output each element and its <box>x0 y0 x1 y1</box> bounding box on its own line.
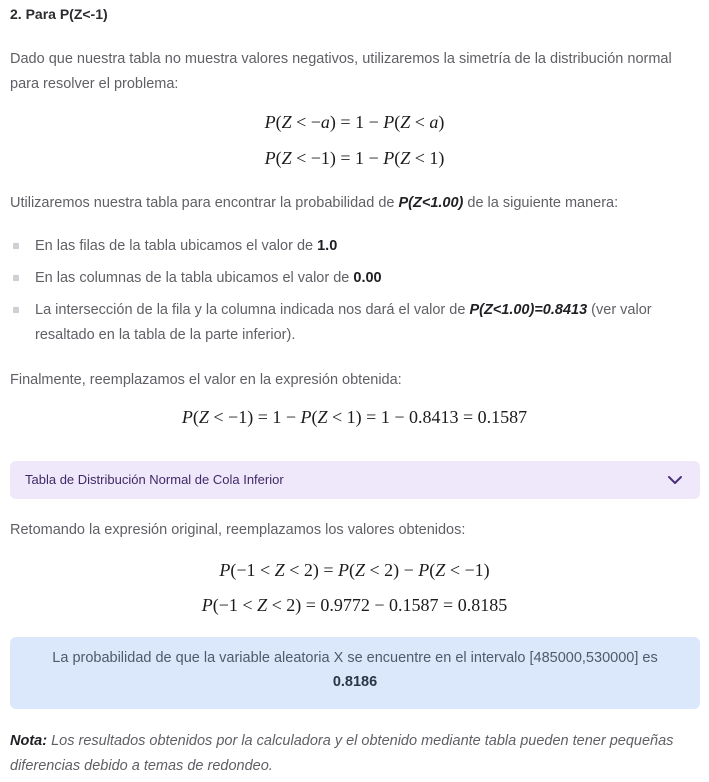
result-text: La probabilidad de que la variable aleatoria X se encuentre en el intervalo [485000,530000] es <box>52 650 658 666</box>
list-item-highlight: 1.0 <box>317 238 338 254</box>
list-item-highlight: 0.00 <box>353 270 382 286</box>
table-usage-highlight: P(Z<1.00) <box>398 195 464 211</box>
equation-original-expression: P(−1 < Z < 2) = P(Z < 2) − P(Z < −1) <box>219 560 490 580</box>
list-item-text: La intersección de la fila y la columna indicada nos dará el valor de <box>35 302 470 318</box>
bullet-icon <box>13 243 19 249</box>
list-item-text: En las filas de la tabla ubicamos el valor de <box>35 238 318 254</box>
chevron-down-icon[interactable] <box>666 471 684 489</box>
list-item-text: En las columnas de la tabla ubicamos el valor de <box>35 270 354 286</box>
result-box <box>10 637 700 709</box>
note-paragraph <box>10 729 690 779</box>
collapsible-label: Tabla de Distribución Normal de Cola Inferior <box>25 472 284 487</box>
table-usage-text-end: de la siguiente manera: <box>463 195 619 211</box>
final-paragraph: Finalmente, reemplazamos el valor en la expresión obtenida: <box>10 372 402 388</box>
table-usage-text: Utilizaremos nuestra tabla para encontrar la probabilidad de <box>10 195 399 211</box>
list-item-text-end: (ver valor resaltado en la tabla de la parte inferior). <box>35 302 652 343</box>
bullet-icon <box>13 275 19 281</box>
section-heading: 2. Para P(Z<-1) <box>10 6 108 22</box>
resume-paragraph: Retomando la expresión original, reemplazamos los valores obtenidos: <box>10 522 466 538</box>
equation-symmetry-specific: P(Z < −1) = 1 − P(Z < 1) <box>264 148 445 168</box>
note-text: Los resultados obtenidos por la calculadora y el obtenido mediante tabla pueden tener pequeñas diferencias debido a temas de redondeo. <box>10 733 674 774</box>
list-item <box>10 298 700 348</box>
note-label: Nota: <box>10 733 48 749</box>
intro-paragraph: Dado que nuestra tabla no muestra valores negativos, utilizaremos la simetría de la distribución normal para resolver el problema: <box>10 51 672 92</box>
steps-list <box>10 234 700 355</box>
list-item <box>10 234 700 259</box>
normal-table-collapsible[interactable] <box>10 461 700 499</box>
equation-final-value: P(−1 < Z < 2) = 0.9772 − 0.1587 = 0.8185 <box>201 595 508 615</box>
list-item-highlight: P(Z<1.00)=0.8413 <box>469 302 588 318</box>
bullet-icon <box>13 307 19 313</box>
list-item <box>10 266 700 291</box>
equation-symmetry-general: P(Z < −a) = 1 − P(Z < a) <box>264 112 445 132</box>
equation-result-substitution: P(Z < −1) = 1 − P(Z < 1) = 1 − 0.8413 = 0.1587 <box>181 407 528 427</box>
table-usage-paragraph <box>10 191 690 216</box>
result-value: 0.8186 <box>332 674 378 690</box>
